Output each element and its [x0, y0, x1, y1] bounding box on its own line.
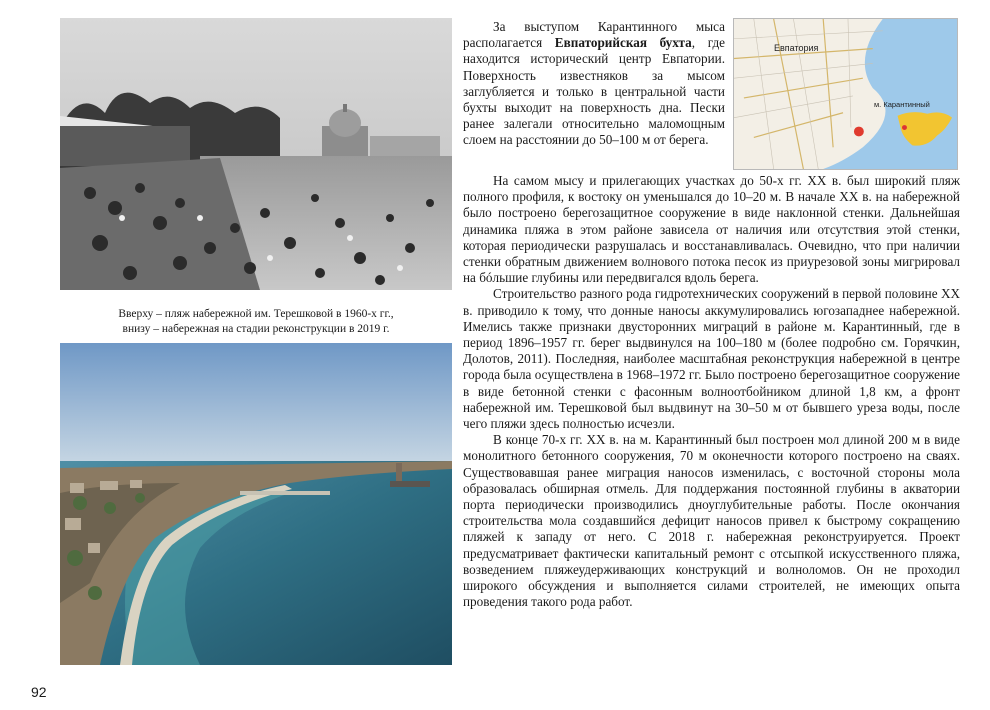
page-number: 92: [31, 684, 47, 700]
paragraph-2: На самом мысу и прилегающих участках до 50-х гг. XX в. был широкий пляж полного профиля, к востоку он уменьшался до 10–20 м. В начале XX в. на набережной было построено берегозащитное сооружение в виде наклонной стенки. Дальнейшая динамика пляжа в этом районе зависела от наличия или отсутствия этой стенки, которая периодически разрушалась и восстанавливалась. Очевидно, что при наличии стенки обратным движением волнового потока песок из приурезовой зоны мигрировал на бóльшие глубины или передвигался вдоль берега.: [463, 173, 960, 286]
bay-name: Евпаторийская бухта: [554, 35, 692, 51]
paragraph-intro: [463, 19, 725, 149]
intro-text-start: За выступом Карантинного мыса располагается: [463, 19, 725, 51]
intro-text-end: , где находится исторический центр Евпатории. Поверхность известняков за мысом заглубляется и только в центральной части бухты выходит на поверхность дна. Пески ранее залегали относительно маломощным слоем на расстоянии до 50–100 м от берега.: [463, 35, 726, 148]
caption-line-1: Вверху – пляж набережной им. Терешковой в 1960-х гг.,: [118, 308, 394, 320]
embankment-2019-aerial-photo: [60, 343, 452, 665]
photo-caption: [60, 307, 452, 337]
main-text: [463, 173, 960, 610]
evpatoria-map: [733, 18, 958, 170]
map-label-cape: м. Карантинный: [874, 100, 930, 109]
paragraph-3: Строительство разного рода гидротехнических сооружений в первой половине XX в. приводило к тому, что донные наносы аккумулировались югозападнее набережной. Имелись также признаки двусторонних миграций в районе м. Карантинный, где в период 1896–1957 гг. берег выдвинулся на 100–180 м (более подробно см. Горячкин, Долотов, 2011). Последняя, наиболее масштабная реконструкция набережной в центре города была осуществлена в 1968–1972 гг. Было построено берегозащитное сооружение в виде бетонной стенки с фасонным волноотбойником длиной 1,8 км, а фронт набережной им. Терешковой был выдвинут на 30–50 м от бывшего уреза воды, после чего пляжи здесь полностью исчезли.: [463, 286, 960, 432]
caption-line-2: внизу – набережная на стадии реконструкции в 2019 г.: [122, 323, 390, 335]
paragraph-4: В конце 70-х гг. XX в. на м. Карантинный был построен мол длиной 200 м в виде монолитного бетонного сооружения, 70 м оконечности которого построено на сваях. Существовавшая ранее миграция наносов изменилась, с восточной стороны мола образовалась обширная отмель. Для поддержания постоянной глубины в акватории порта периодически производились дноуглубительные работы. После окончания строительства мола создавшийся дефицит наносов привел к быстрому сокращению пляжей к западу от него. С 2018 г. набережная реконструируется. Проект предусматривает фактически капитальный ремонт с отсыпкой искусственного пляжа, возведением пляжеудерживающих конструкций и волноломов. Он не проходил широкого обсуждения и выполняется силами строителей, не имеющих опыта проведения такого рода работ.: [463, 432, 960, 610]
beach-1960s-photo: [60, 18, 452, 290]
map-label-evpatoria: Евпатория: [774, 43, 819, 53]
